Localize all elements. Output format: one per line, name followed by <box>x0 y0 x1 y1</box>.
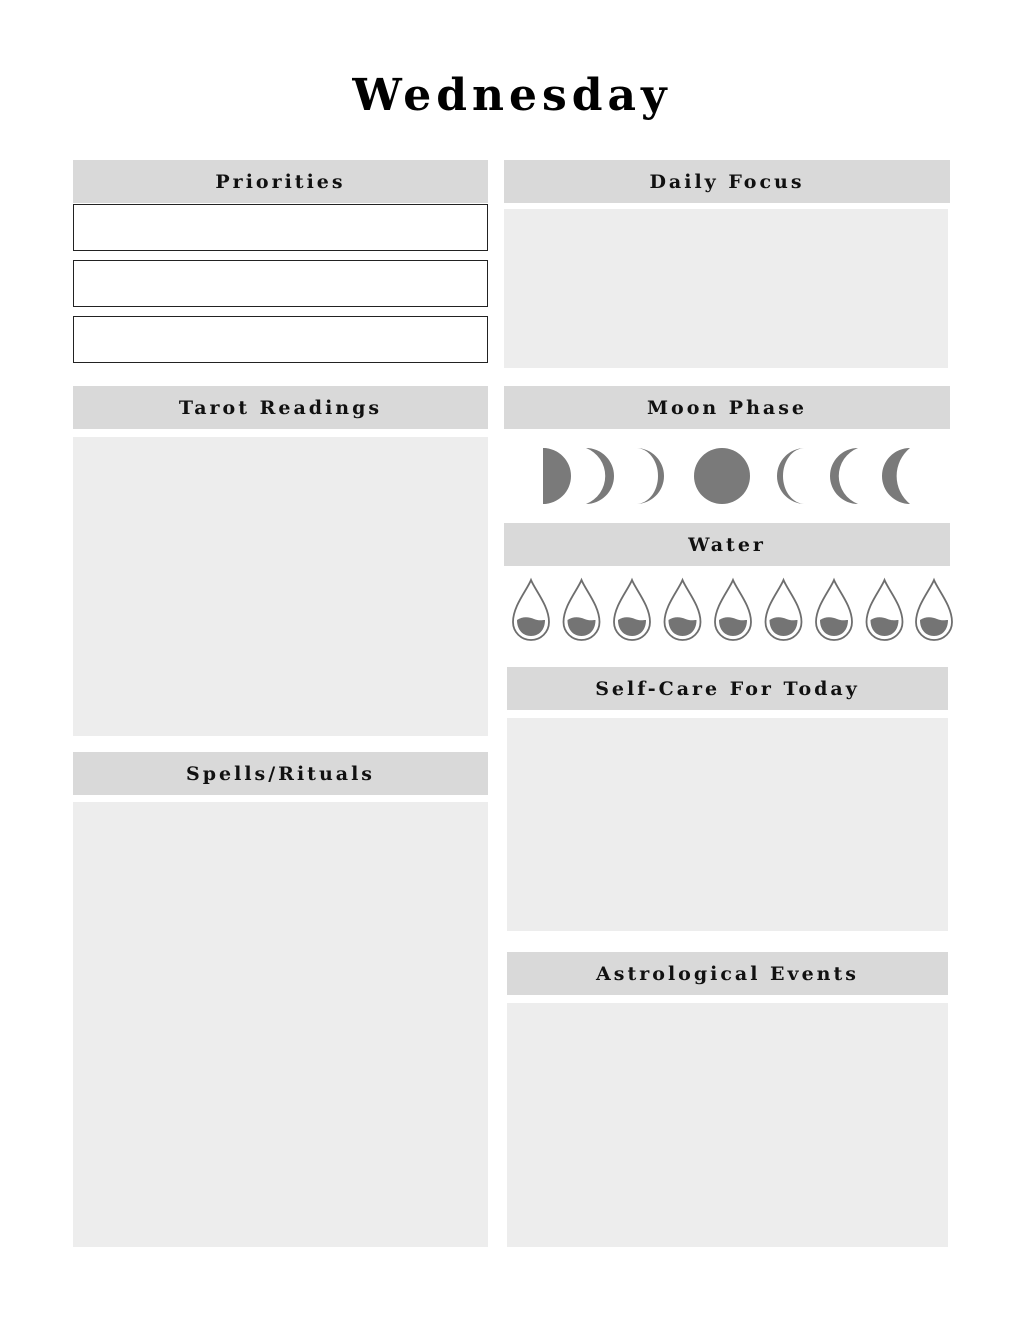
spells-rituals-header: Spells/Rituals <box>73 752 488 795</box>
full-moon-icon <box>694 448 750 504</box>
water-drop-icon[interactable] <box>614 580 650 640</box>
water-drop-icon[interactable] <box>816 580 852 640</box>
tarot-readings-area[interactable] <box>73 437 488 736</box>
daily-focus-header: Daily Focus <box>504 160 950 203</box>
water-drop-icon[interactable] <box>867 580 903 640</box>
priority-field-3[interactable] <box>73 316 488 363</box>
self-care-header: Self-Care For Today <box>507 667 948 710</box>
water-header: Water <box>504 523 950 566</box>
waning-crescent-icon <box>882 448 910 504</box>
water-drop-icon[interactable] <box>513 580 549 640</box>
tarot-readings-header: Tarot Readings <box>73 386 488 429</box>
priorities-header: Priorities <box>73 160 488 203</box>
water-tracker[interactable] <box>505 576 960 642</box>
water-drop-icon[interactable] <box>564 580 600 640</box>
waning-crescent-icon <box>830 448 858 504</box>
moon-phase-row <box>503 445 950 507</box>
daily-focus-area[interactable] <box>504 209 948 368</box>
water-drop-icon[interactable] <box>916 580 952 640</box>
astrological-events-header: Astrological Events <box>507 952 948 995</box>
waxing-crescent-icon <box>586 448 614 504</box>
page-title: Wednesday <box>352 70 672 121</box>
priority-field-1[interactable] <box>73 204 488 251</box>
water-drop-icon[interactable] <box>665 580 701 640</box>
waxing-gibbous-icon <box>636 448 664 504</box>
priority-field-2[interactable] <box>73 260 488 307</box>
waning-gibbous-icon <box>777 448 805 504</box>
water-drop-icon[interactable] <box>715 580 751 640</box>
astrological-events-area[interactable] <box>507 1003 948 1247</box>
water-drop-icon[interactable] <box>766 580 802 640</box>
moon-phase-header: Moon Phase <box>504 386 950 429</box>
spells-rituals-area[interactable] <box>73 802 488 1247</box>
self-care-area[interactable] <box>507 718 948 931</box>
